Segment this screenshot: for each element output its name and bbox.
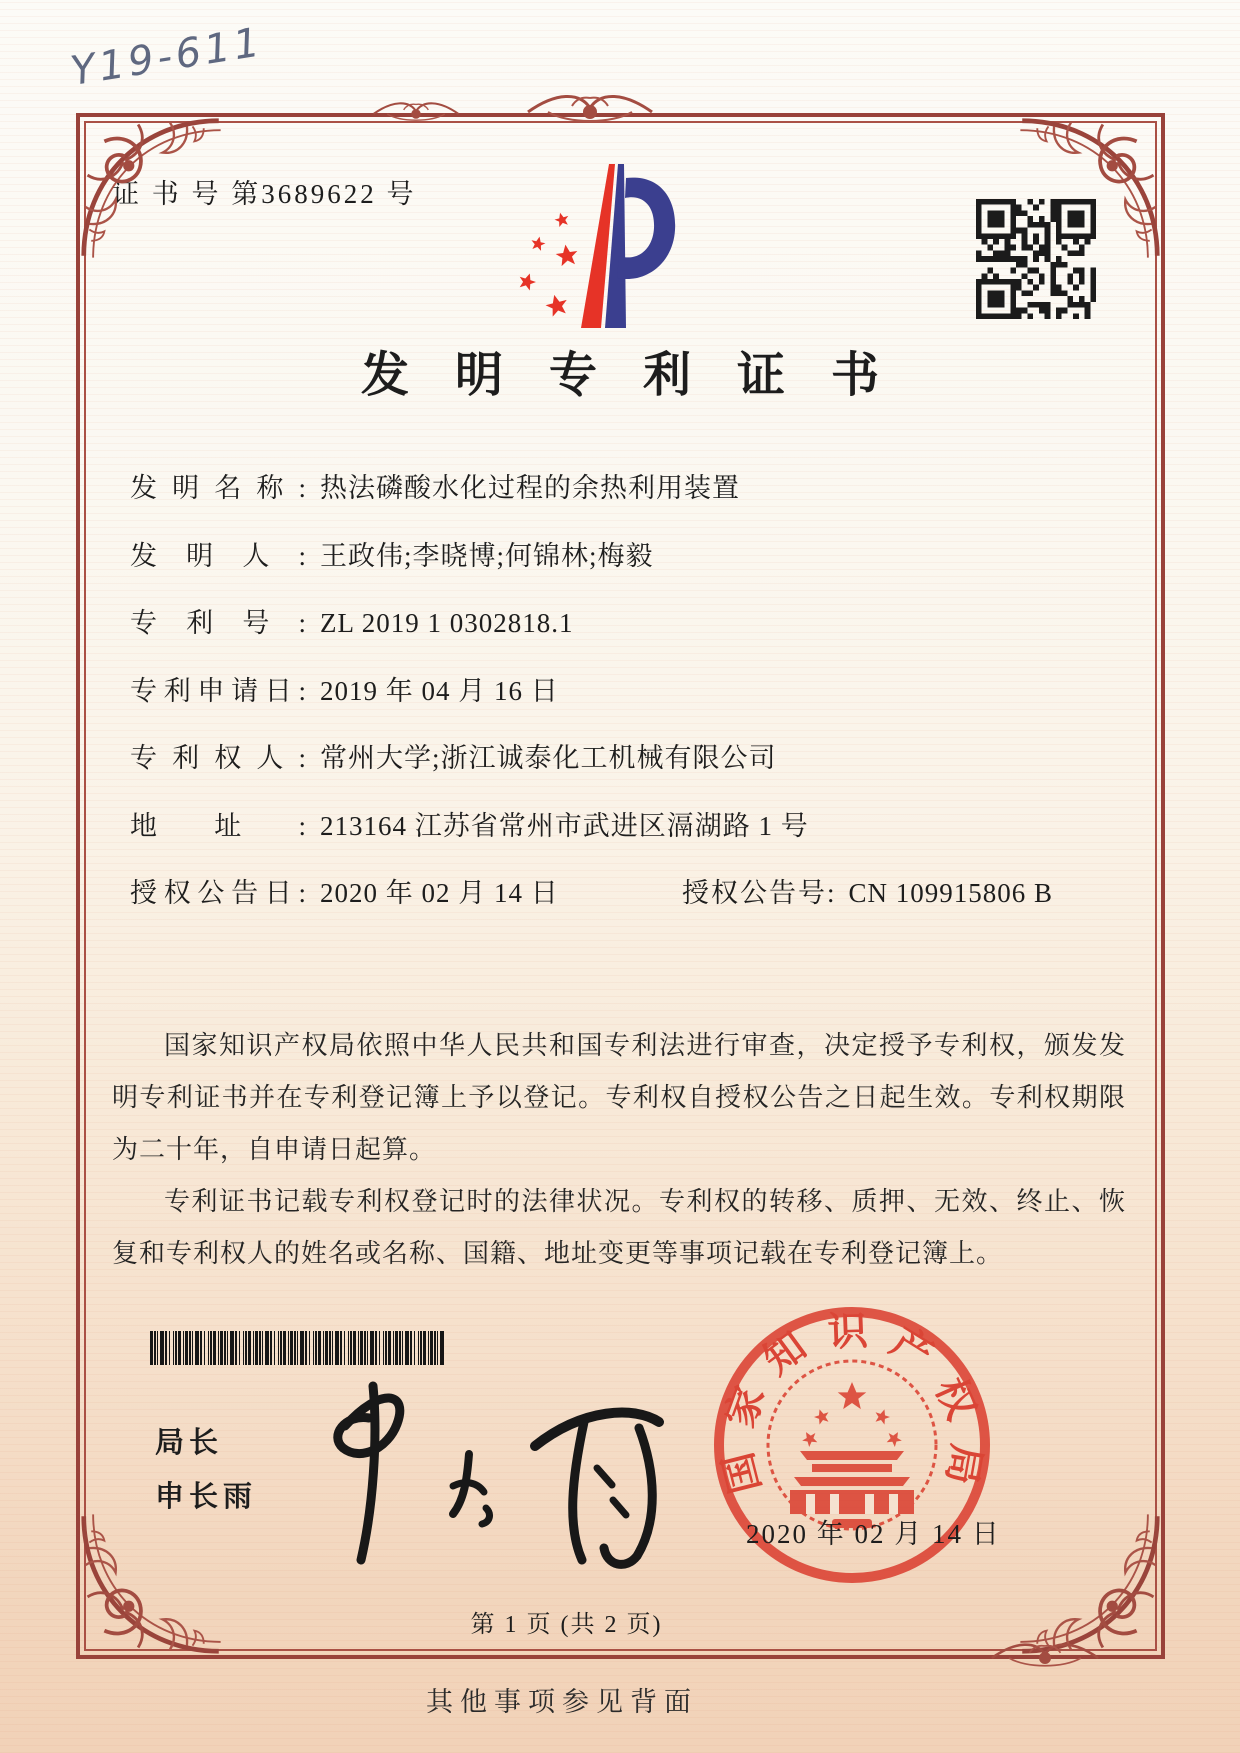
field-grant-number <box>682 873 1053 913</box>
field-value: ZL 2019 1 0302818.1 <box>320 608 574 638</box>
legal-paragraph-1: 国家知识产权局依照中华人民共和国专利法进行审查，决定授予专利权，颁发发明专利证书并在专利登记簿上予以登记。专利权自授权公告之日起生效。专利权期限为二十年，自申请日起算。 <box>112 1031 1126 1164</box>
seal-ring-text: 国家知识产权局 <box>715 1308 990 1498</box>
field-address <box>130 806 1135 874</box>
field-patent-number <box>130 603 1135 671</box>
field-grant-row <box>130 873 1135 941</box>
field-filing-date <box>130 671 1135 739</box>
official-seal <box>700 1293 1004 1597</box>
page-indicator: 第 1 页 (共 2 页) <box>470 1612 663 1638</box>
legal-paragraph-2: 专利证书记载专利权登记时的法律状况。专利权的转移、质押、无效、终止、恢复和专利权人的姓名或名称、国籍、地址变更等事项记载在专利登记簿上。 <box>112 1187 1126 1268</box>
bottom-edge-ornament-icon <box>985 1636 1105 1680</box>
grant-date-value: 2020 年 02 月 14 日 <box>320 878 559 908</box>
director-name-label: 申长雨 <box>155 1481 258 1513</box>
top-edge-ornament-icon <box>520 88 660 136</box>
field-value: 热法磷酸水化过程的余热利用装置 <box>320 473 740 503</box>
cnipa-logo-icon <box>505 156 677 332</box>
field-value: 王政伟;李晓博;何锦林;梅毅 <box>320 540 654 571</box>
director-title-label: 局长 <box>155 1427 224 1459</box>
national-emblem-icon <box>768 1361 936 1529</box>
certificate-number: 证 书 号 第3689622 号 <box>112 179 417 209</box>
field-value: 常州大学;浙江诚泰化工机械有限公司 <box>320 743 777 773</box>
corner-flourish-icon <box>1011 117 1161 267</box>
corner-flourish-icon <box>1011 1505 1161 1655</box>
grant-number-value: CN 109915806 B <box>848 878 1054 908</box>
handwritten-archive-mark: Y19-611 <box>67 19 267 95</box>
back-side-note: 其他事项参见背面 <box>426 1687 698 1717</box>
field-label: 地址: <box>130 810 306 841</box>
field-invention-title <box>130 468 1135 536</box>
director-signature-image <box>283 1368 693 1583</box>
certificate-fields <box>130 468 1135 941</box>
field-inventors <box>130 536 1135 604</box>
field-label: 发明名称: <box>130 473 306 503</box>
corner-flourish-icon <box>80 1505 230 1655</box>
field-label: 专利号: <box>130 608 306 638</box>
field-label: 授权公告号: <box>682 878 837 908</box>
field-value: 2019 年 04 月 16 日 <box>320 675 559 706</box>
legal-text-block <box>112 1020 1126 1280</box>
certificate-title: 发明专利证书 <box>360 349 925 402</box>
field-label: 专利权人: <box>130 743 306 773</box>
field-label: 专利申请日: <box>130 675 306 706</box>
corner-flourish-icon <box>80 117 230 267</box>
field-label: 发明人: <box>130 540 306 571</box>
top-edge-ornament-icon <box>368 92 464 136</box>
barcode <box>150 1331 446 1365</box>
field-patentee <box>130 738 1135 806</box>
seal-date: 2020 年 02 月 14 日 <box>746 1519 1001 1549</box>
field-label: 授权公告日: <box>130 878 306 908</box>
field-value: 213164 江苏省常州市武进区滆湖路 1 号 <box>320 810 809 841</box>
